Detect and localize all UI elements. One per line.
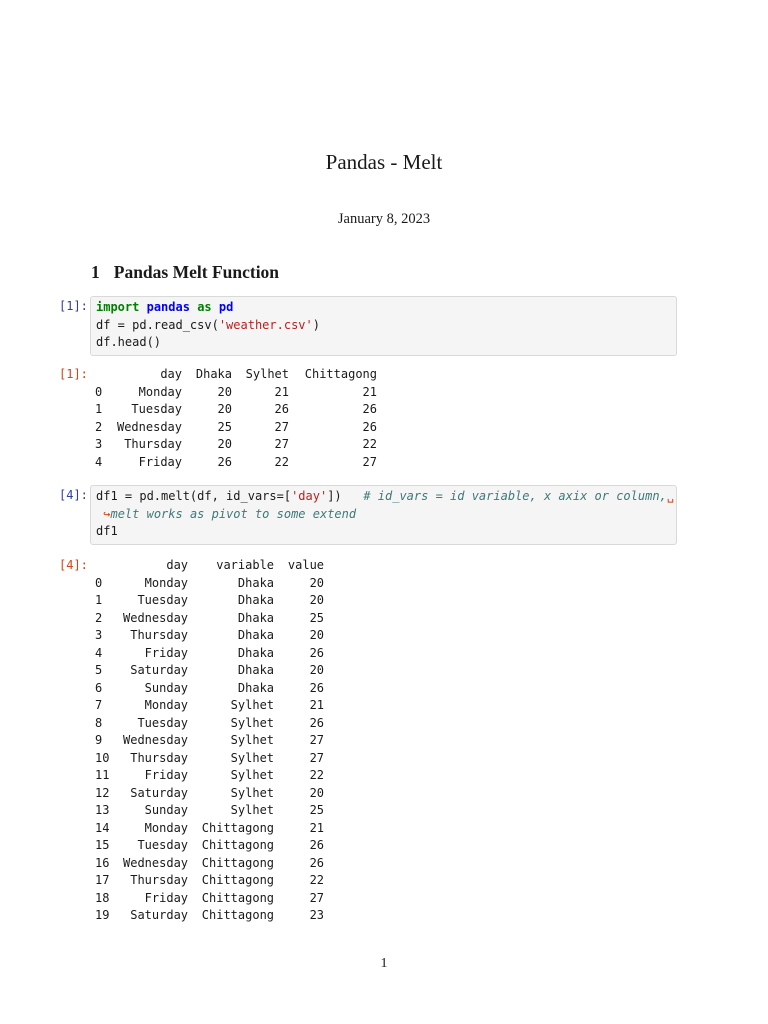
input-prompt-1: [1]: bbox=[59, 299, 88, 313]
table-cell: Monday bbox=[138, 384, 182, 399]
code-text: ) bbox=[312, 317, 320, 332]
output-prompt-4: [4]: bbox=[59, 558, 88, 572]
table-cell: Wednesday bbox=[123, 733, 189, 747]
column-header: Chittagong bbox=[304, 367, 377, 381]
table-cell: 26 bbox=[362, 419, 377, 434]
table-cell: Sylhet bbox=[230, 768, 275, 782]
code-comment: melt works as pivot to some extend bbox=[110, 506, 357, 521]
table-cell: 20 bbox=[309, 628, 325, 642]
table-row bbox=[95, 680, 324, 698]
table-row bbox=[95, 384, 377, 402]
table-cell: Dhaka bbox=[237, 645, 275, 660]
table-cell: 0 bbox=[95, 384, 103, 399]
table-row bbox=[95, 610, 324, 628]
table-row bbox=[95, 802, 324, 820]
document-date: January 8, 2023 bbox=[337, 211, 431, 227]
column-header: variable bbox=[216, 558, 275, 572]
table-cell: 27 bbox=[309, 733, 325, 747]
table-cell: 14 bbox=[95, 820, 110, 835]
dataframe-output-4 bbox=[95, 557, 324, 925]
column-header: Sylhet bbox=[245, 367, 289, 381]
table-cell: Chittagong bbox=[201, 873, 275, 887]
table-row bbox=[95, 855, 324, 873]
table-cell: 13 bbox=[95, 803, 110, 817]
table-row bbox=[95, 820, 324, 838]
table-cell: Thursday bbox=[124, 437, 182, 451]
code-comment: # id_vars = id variable, x axix or column, bbox=[363, 489, 667, 503]
table-cell: 18 bbox=[95, 890, 110, 905]
table-cell: 19 bbox=[95, 908, 110, 922]
code-line bbox=[96, 506, 671, 524]
table-cell: 26 bbox=[309, 715, 325, 730]
table-cell: 27 bbox=[274, 437, 289, 451]
table-cell: 21 bbox=[309, 698, 325, 712]
table-cell: Chittagong bbox=[201, 820, 275, 835]
table-cell: 0 bbox=[95, 575, 103, 590]
table-cell: Thursday bbox=[130, 750, 189, 765]
table-row bbox=[95, 890, 324, 908]
table-row bbox=[95, 750, 324, 768]
table-cell: Dhaka bbox=[237, 593, 275, 607]
table-cell: Monday bbox=[144, 575, 189, 590]
table-cell: 12 bbox=[95, 785, 110, 800]
table-cell: 22 bbox=[362, 437, 377, 451]
table-row bbox=[95, 627, 324, 645]
column-header: day bbox=[166, 558, 189, 572]
table-row bbox=[95, 419, 377, 437]
table-cell: Wednesday bbox=[116, 419, 182, 434]
table-cell: 3 bbox=[95, 628, 103, 642]
table-cell: 27 bbox=[309, 750, 325, 765]
table-cell: Thursday bbox=[130, 873, 189, 887]
line-continuation-icon: ↪ bbox=[103, 506, 111, 521]
table-row bbox=[95, 872, 324, 890]
table-cell: 16 bbox=[95, 855, 110, 870]
table-row bbox=[95, 907, 324, 925]
table-cell: Saturday bbox=[130, 908, 189, 922]
table-cell: Chittagong bbox=[201, 890, 275, 905]
table-cell: 26 bbox=[274, 402, 289, 416]
table-cell: 25 bbox=[217, 419, 232, 434]
table-cell: 23 bbox=[309, 908, 325, 922]
column-header bbox=[95, 366, 115, 384]
input-prompt-4: [4]: bbox=[59, 488, 88, 502]
table-cell: Dhaka bbox=[237, 575, 275, 590]
table-cell: 22 bbox=[309, 768, 325, 782]
page-number: 1 bbox=[380, 956, 388, 971]
table-cell: Chittagong bbox=[201, 908, 275, 922]
table-row bbox=[95, 645, 324, 663]
dataframe-table bbox=[95, 557, 324, 925]
table-cell: Sunday bbox=[144, 680, 189, 695]
table-cell: Dhaka bbox=[237, 680, 275, 695]
table-cell: Sylhet bbox=[230, 733, 275, 747]
table-cell: 21 bbox=[362, 384, 377, 399]
table-cell: Sylhet bbox=[230, 698, 275, 712]
column-header bbox=[95, 557, 123, 575]
table-cell: Sylhet bbox=[230, 785, 275, 800]
table-cell: Dhaka bbox=[237, 663, 275, 677]
table-row bbox=[95, 732, 324, 750]
table-cell: 26 bbox=[362, 402, 377, 416]
section-title: Pandas Melt Function bbox=[113, 262, 280, 282]
table-cell: 26 bbox=[309, 680, 325, 695]
table-cell: Tuesday bbox=[137, 715, 189, 730]
table-cell: Monday bbox=[144, 698, 189, 712]
table-cell: 3 bbox=[95, 437, 103, 451]
keyword-import: import bbox=[96, 300, 140, 314]
dataframe-output-1 bbox=[95, 366, 377, 471]
section-number: 1 bbox=[91, 262, 100, 282]
table-cell: Monday bbox=[144, 820, 189, 835]
section-heading bbox=[91, 262, 279, 283]
table-row bbox=[95, 697, 324, 715]
table-cell: Chittagong bbox=[201, 838, 275, 852]
output-prompt-1: [1]: bbox=[59, 367, 88, 381]
table-cell: Friday bbox=[144, 768, 189, 782]
table-cell: Wednesday bbox=[123, 855, 189, 870]
table-cell: 1 bbox=[95, 402, 103, 416]
table-cell: Saturday bbox=[130, 663, 189, 677]
table-cell: 20 bbox=[309, 575, 325, 590]
table-cell: 25 bbox=[309, 610, 325, 625]
code-line bbox=[96, 299, 671, 317]
table-cell: 2 bbox=[95, 419, 103, 434]
table-cell: 26 bbox=[309, 645, 325, 660]
table-cell: 20 bbox=[217, 437, 232, 451]
string-literal: 'day' bbox=[291, 489, 328, 503]
table-cell: Saturday bbox=[130, 785, 189, 800]
column-header: Dhaka bbox=[195, 367, 232, 381]
table-cell: Dhaka bbox=[237, 628, 275, 642]
module-name: pandas bbox=[146, 300, 190, 314]
table-cell: 25 bbox=[309, 803, 325, 817]
table-cell: 20 bbox=[309, 785, 325, 800]
string-literal: 'weather.csv' bbox=[218, 317, 313, 332]
code-text: df1 = pd.melt(df, id_vars=[ bbox=[96, 489, 292, 503]
code-text: df = pd.read_csv( bbox=[96, 317, 219, 332]
table-cell: 21 bbox=[274, 384, 289, 399]
table-cell: 27 bbox=[309, 890, 325, 905]
table-cell: Sunday bbox=[144, 803, 189, 817]
table-cell: 17 bbox=[95, 873, 110, 887]
table-cell: 8 bbox=[95, 715, 103, 730]
table-cell: Sylhet bbox=[230, 715, 275, 730]
table-cell: 27 bbox=[274, 419, 289, 434]
keyword-as: as bbox=[197, 300, 212, 314]
table-row bbox=[95, 837, 324, 855]
table-cell: 5 bbox=[95, 663, 103, 677]
page-title: Pandas - Melt bbox=[325, 150, 443, 174]
table-cell: 20 bbox=[217, 384, 232, 399]
table-cell: Tuesday bbox=[131, 402, 182, 416]
table-cell: 26 bbox=[217, 454, 232, 469]
table-cell: Friday bbox=[144, 645, 189, 660]
table-cell: Wednesday bbox=[123, 610, 189, 625]
table-cell: 4 bbox=[95, 645, 103, 660]
code-line: df.head() bbox=[96, 335, 162, 349]
table-cell: 2 bbox=[95, 610, 103, 625]
code-line: df1 bbox=[96, 524, 118, 538]
code-cell-1[interactable] bbox=[90, 296, 677, 356]
table-cell: Chittagong bbox=[201, 855, 275, 870]
table-cell: 20 bbox=[309, 663, 325, 677]
line-wrap-marker: ␣ bbox=[666, 489, 674, 503]
table-row bbox=[95, 401, 377, 419]
table-row bbox=[95, 785, 324, 803]
table-cell: 20 bbox=[309, 593, 325, 607]
column-header: day bbox=[160, 367, 182, 381]
table-row bbox=[95, 715, 324, 733]
table-cell: 27 bbox=[362, 454, 377, 469]
table-cell: 15 bbox=[95, 838, 110, 852]
code-line bbox=[96, 488, 674, 506]
table-cell: 26 bbox=[309, 838, 325, 852]
table-cell: 20 bbox=[217, 402, 232, 416]
table-row bbox=[95, 454, 377, 472]
table-cell: 11 bbox=[95, 768, 110, 782]
table-cell: 9 bbox=[95, 733, 103, 747]
column-header: value bbox=[287, 558, 325, 572]
table-cell: 21 bbox=[309, 820, 325, 835]
table-cell: Dhaka bbox=[237, 610, 275, 625]
module-alias: pd bbox=[218, 300, 234, 314]
table-cell: Friday bbox=[138, 454, 182, 469]
table-cell: Tuesday bbox=[137, 593, 189, 607]
code-line bbox=[96, 317, 671, 335]
table-row bbox=[95, 575, 324, 593]
table-cell: Thursday bbox=[130, 628, 189, 642]
table-cell: 6 bbox=[95, 680, 103, 695]
table-row bbox=[95, 662, 324, 680]
table-row bbox=[95, 592, 324, 610]
code-cell-4[interactable] bbox=[90, 485, 677, 545]
table-cell: 26 bbox=[309, 855, 325, 870]
table-cell: Tuesday bbox=[137, 838, 189, 852]
dataframe-table bbox=[95, 366, 377, 471]
table-cell: Sylhet bbox=[230, 803, 275, 817]
table-cell: 22 bbox=[274, 454, 289, 469]
table-cell: 1 bbox=[95, 593, 103, 607]
table-cell: Friday bbox=[144, 890, 189, 905]
table-row bbox=[95, 767, 324, 785]
table-cell: 10 bbox=[95, 750, 110, 765]
table-cell: 7 bbox=[95, 698, 103, 712]
code-text: ]) bbox=[327, 489, 364, 503]
table-cell: 22 bbox=[309, 873, 325, 887]
table-cell: Sylhet bbox=[230, 750, 275, 765]
table-cell: 4 bbox=[95, 454, 103, 469]
table-row bbox=[95, 436, 377, 454]
